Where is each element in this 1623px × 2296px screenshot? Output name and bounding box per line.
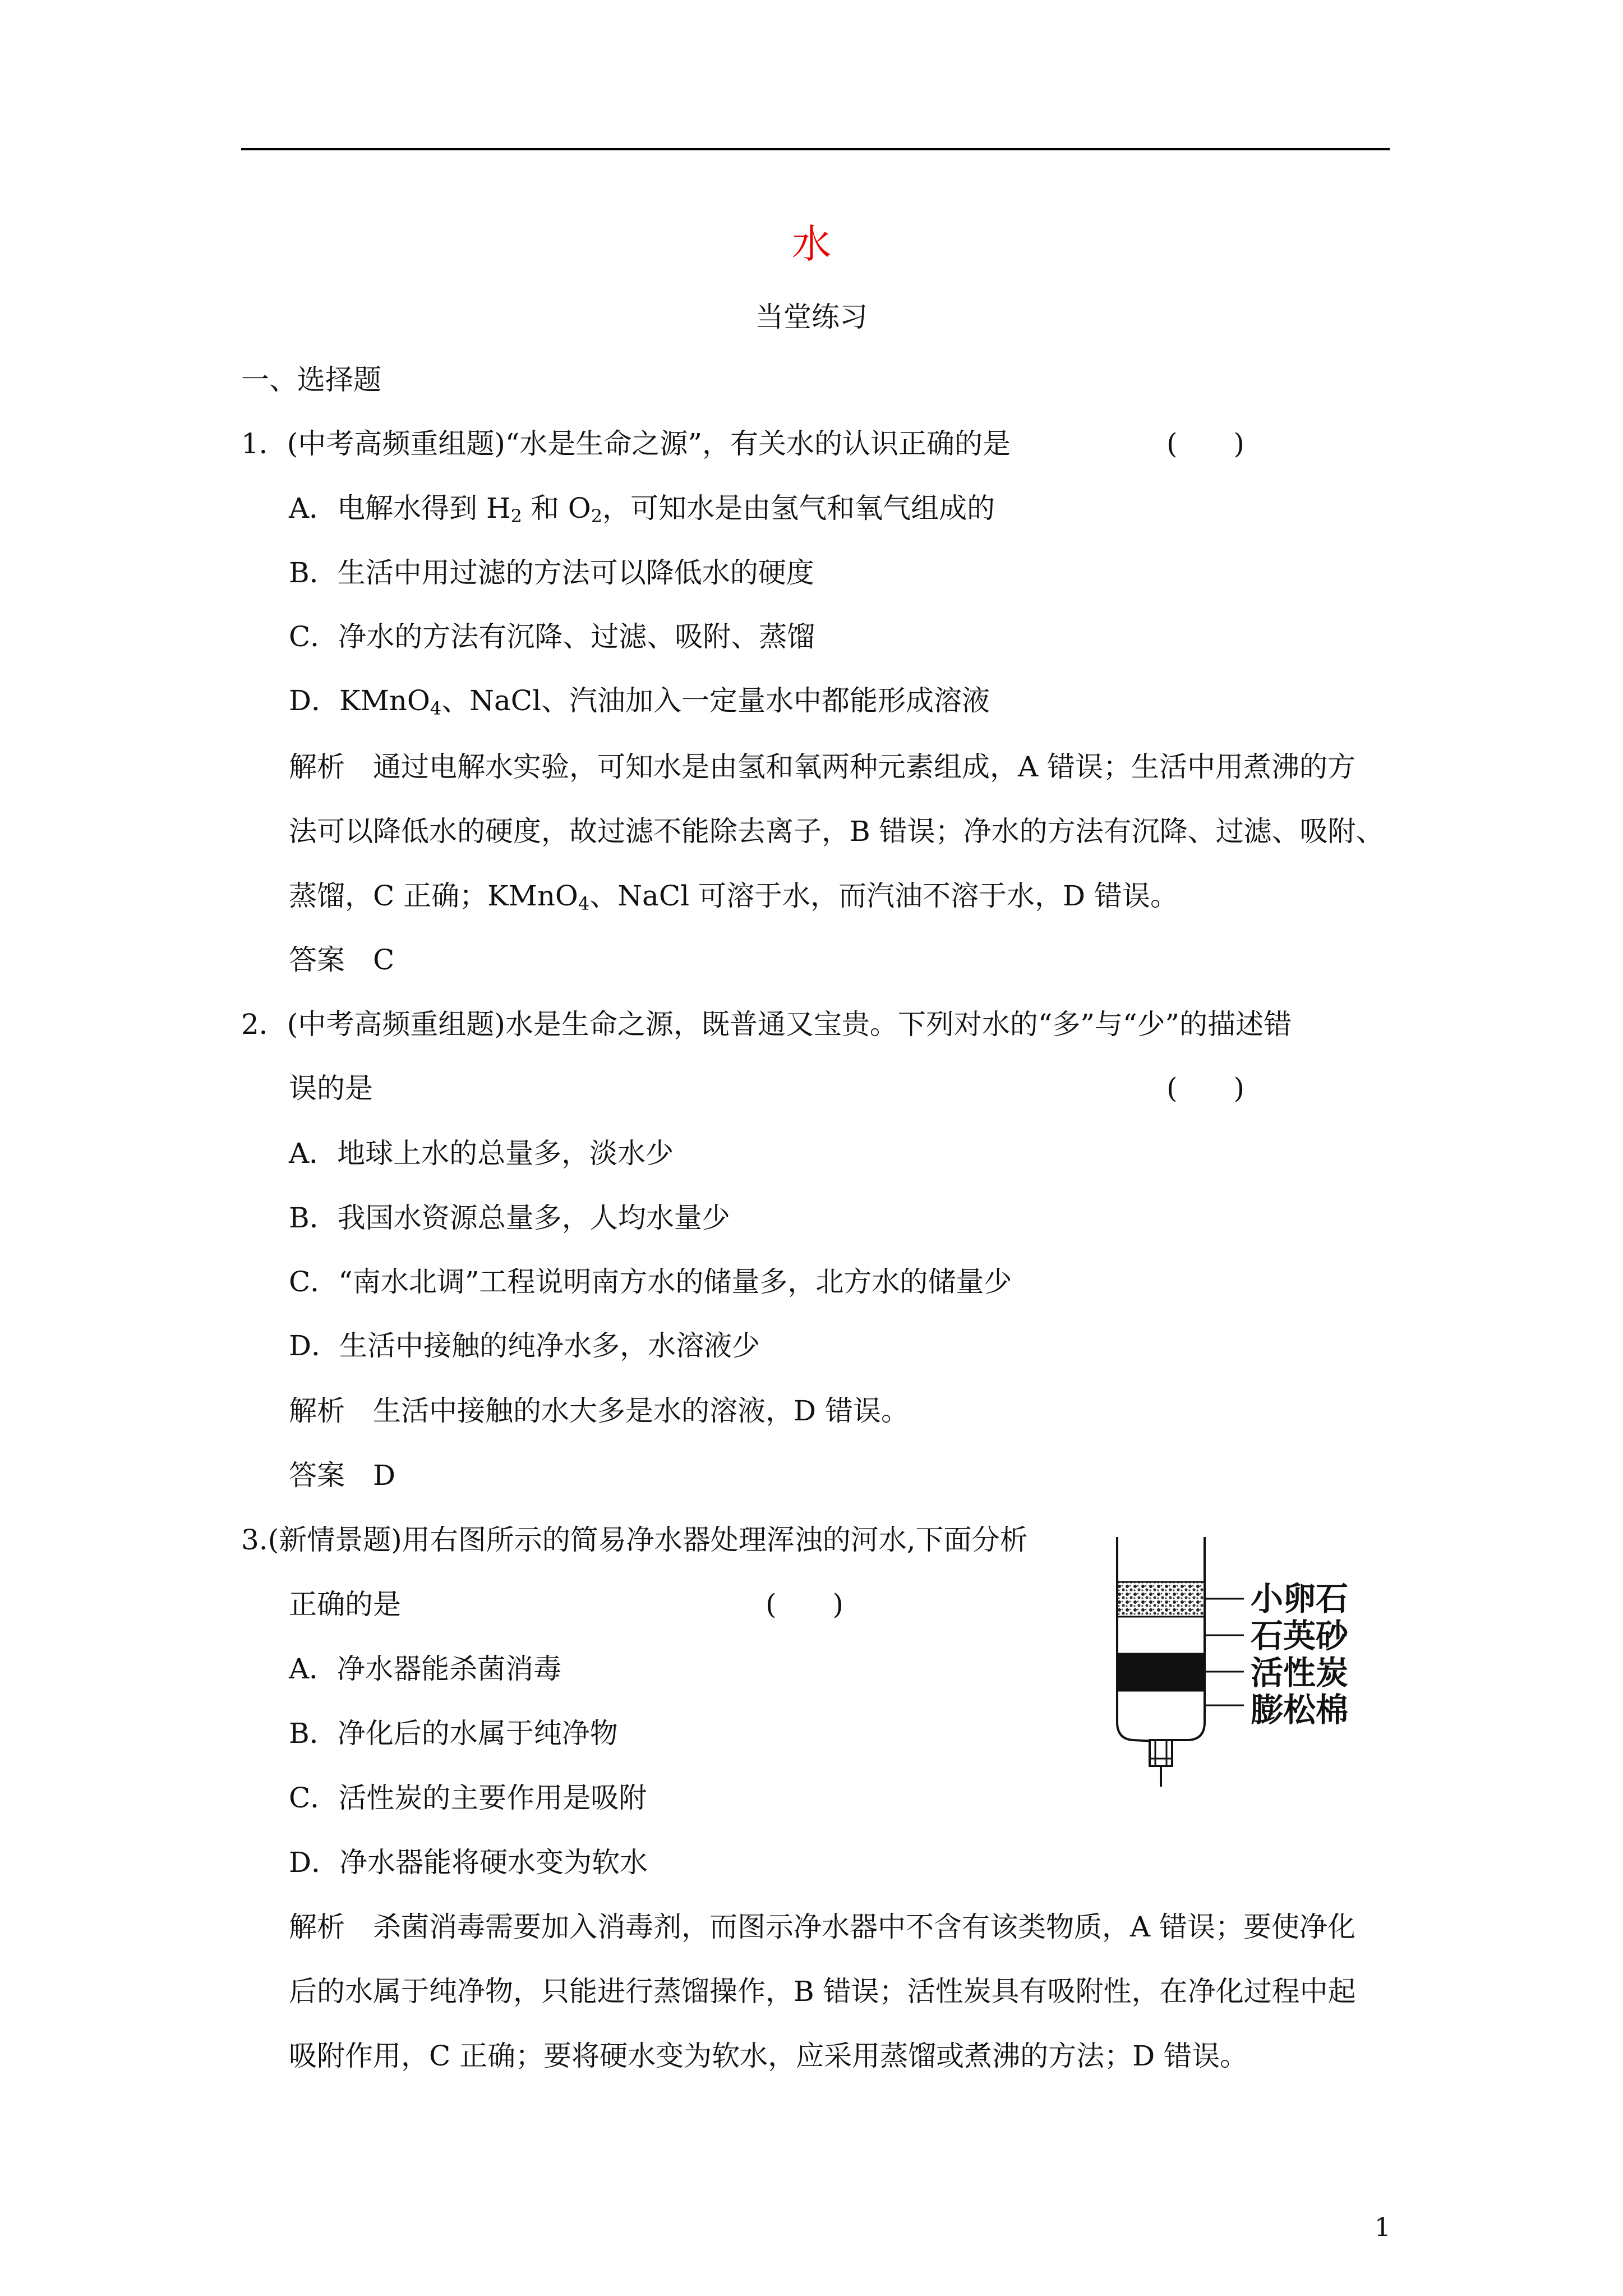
water-filter-figure xyxy=(1094,1537,1408,1795)
question-3-answer-blank: ( ) xyxy=(766,1588,844,1621)
question-3-stem-line-1: 3.(新情景题)用右图所示的简易净水器处理浑浊的河水,下面分析 xyxy=(241,1524,1028,1556)
outlet-tube xyxy=(1150,1740,1172,1766)
question-3-option-d: D．净水器能将硬水变为软水 xyxy=(289,1846,648,1879)
carbon-layer xyxy=(1118,1654,1204,1691)
question-1-analysis-line-3: 蒸馏，C 正确；KMnO$_4$、NaCl 可溶于水，而汽油不溶于水，D 错误。 xyxy=(289,880,1178,914)
question-2-stem-line-2: 误的是 xyxy=(289,1072,373,1105)
page-subtitle: 当堂练习 xyxy=(755,301,868,333)
question-3-option-b: B．净化后的水属于纯净物 xyxy=(289,1717,618,1750)
question-2-stem-line-1: 2．(中考高频重组题)水是生命之源，既普通又宝贵。下列对水的“多”与“少”的描述错 xyxy=(241,1008,1292,1041)
question-1-analysis-line-1: 解析 通过电解水实验，可知水是由氢和氧两种元素组成，A 错误；生活中用煮沸的方 xyxy=(289,751,1356,783)
question-1-option-a: A．电解水得到 $H_2$ 和 $O_2$，可知水是由氢气和氧气组成的 xyxy=(289,492,995,527)
question-2-option-a: A．地球上水的总量多，淡水少 xyxy=(289,1137,674,1170)
label-pebbles: 小卵石 xyxy=(1251,1580,1349,1618)
water-filter-diagram-icon xyxy=(1094,1537,1408,1795)
question-1-answer: 答案 C xyxy=(289,944,395,976)
question-2-answer: 答案 D xyxy=(289,1459,396,1492)
label-cotton: 膨松棉 xyxy=(1251,1691,1349,1729)
question-3-option-c: C．活性炭的主要作用是吸附 xyxy=(289,1782,647,1814)
section-heading: 一、选择题 xyxy=(241,364,381,396)
vessel-outline xyxy=(1117,1537,1205,1747)
header-rule xyxy=(241,148,1390,150)
question-3-analysis-line-1: 解析 杀菌消毒需要加入消毒剂，而图示净水器中不含有该类物质，A 错误；要使净化 xyxy=(289,1911,1356,1943)
label-activated-carbon: 活性炭 xyxy=(1251,1654,1349,1692)
question-3-stem-line-2: 正确的是 xyxy=(289,1588,401,1621)
question-2-option-b: B．我国水资源总量多，人均水量少 xyxy=(289,1202,730,1234)
label-quartz-sand: 石英砂 xyxy=(1251,1617,1349,1655)
question-3-analysis-line-2: 后的水属于纯净物，只能进行蒸馏操作，B 错误；活性炭具有吸附性，在净化过程中起 xyxy=(289,1975,1356,2008)
question-3-option-a: A．净水器能杀菌消毒 xyxy=(289,1653,562,1685)
question-1-analysis-line-2: 法可以降低水的硬度，故过滤不能除去离子，B 错误；净水的方法有沉降、过滤、吸附、 xyxy=(289,815,1384,848)
page-title: 水 xyxy=(792,221,831,267)
question-1-option-b: B．生活中用过滤的方法可以降低水的硬度 xyxy=(289,556,814,589)
question-2-answer-blank: ( ) xyxy=(1166,1072,1245,1105)
pebble-layer xyxy=(1118,1582,1204,1617)
question-1-answer-blank: ( ) xyxy=(1166,427,1245,460)
question-2-option-c: C．“南水北调”工程说明南方水的储量多，北方水的储量少 xyxy=(289,1266,1012,1298)
question-1-option-d: D．KMnO$_4$、NaCl、汽油加入一定量水中都能形成溶液 xyxy=(289,684,990,719)
page-number: 1 xyxy=(1374,2212,1391,2242)
question-2-option-d: D．生活中接触的纯净水多，水溶液少 xyxy=(289,1329,760,1362)
question-3-analysis-line-3: 吸附作用，C 正确；要将硬水变为软水，应采用蒸馏或煮沸的方法；D 错误。 xyxy=(289,2040,1248,2072)
question-1-stem: 1．(中考高频重组题)“水是生命之源”，有关水的认识正确的是 xyxy=(241,427,1011,460)
question-2-analysis: 解析 生活中接触的水大多是水的溶液，D 错误。 xyxy=(289,1395,909,1427)
question-1-option-c: C．净水的方法有沉降、过滤、吸附、蒸馏 xyxy=(289,620,815,653)
